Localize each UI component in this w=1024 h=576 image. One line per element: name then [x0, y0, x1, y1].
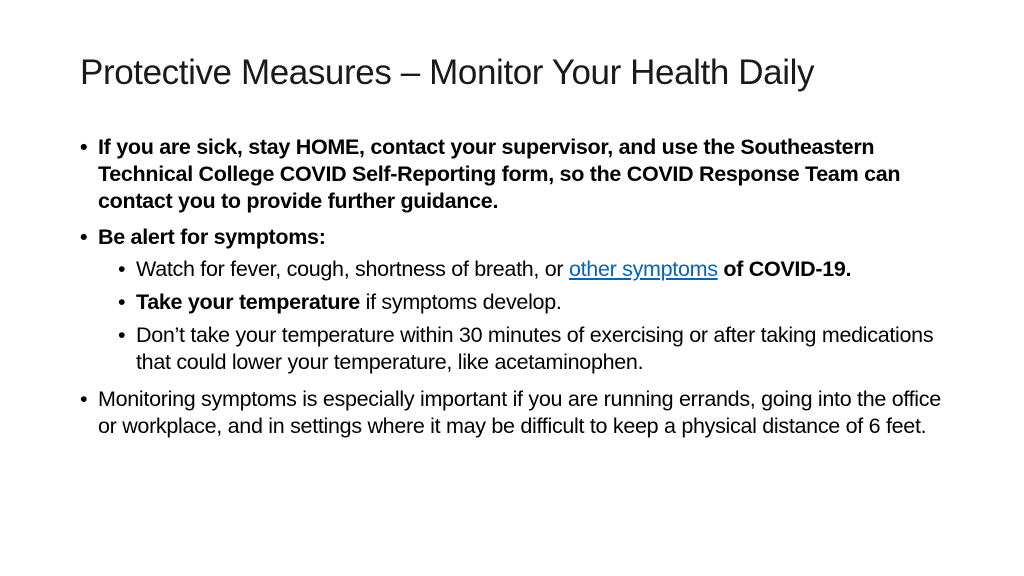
subbullet-text: if symptoms develop. [359, 290, 562, 314]
bullet-dot: • [118, 323, 126, 347]
bullet-dot: • [80, 387, 88, 411]
bullet-dot: • [118, 290, 126, 314]
bullet-text: Be alert for symptoms: [98, 225, 326, 249]
bullet-dot: • [80, 135, 88, 159]
subbullet-take-temperature [118, 289, 950, 316]
slide-title: Protective Measures – Monitor Your Health Daily [80, 53, 815, 92]
bullet-text: If you are sick, stay HOME, contact your supervisor, and use the Southeastern Technical College COVID Self-Reporting form, so the COVID Response Team can contact you to provide further guidance. [98, 135, 901, 213]
subbullet-watch-symptoms [118, 256, 950, 283]
bullet-dot: • [118, 257, 126, 281]
subbullet-text-bold: Take your temperature [136, 290, 360, 314]
other-symptoms-link[interactable]: other symptoms [568, 257, 718, 281]
bullet-text: Monitoring symptoms is especially important if you are running errands, going into the office or workplace, and in settings where it may be difficult to keep a physical distance of 6 feet. [98, 387, 941, 438]
bullet-dot: • [80, 225, 88, 249]
subbullet-text-bold: of COVID-19. [717, 257, 852, 281]
subbullet-dont-take-temperature [118, 322, 950, 376]
bullet-stay-home [80, 134, 950, 215]
slide-content [80, 134, 950, 449]
subbullet-text: Don’t take your temperature within 30 minutes of exercising or after taking medications that could lower your temperature, like acetaminophen. [136, 323, 934, 374]
subbullet-text: Watch for fever, cough, shortness of breath, or [136, 257, 569, 281]
bullet-be-alert [80, 224, 950, 251]
bullet-monitoring-important [80, 386, 950, 440]
